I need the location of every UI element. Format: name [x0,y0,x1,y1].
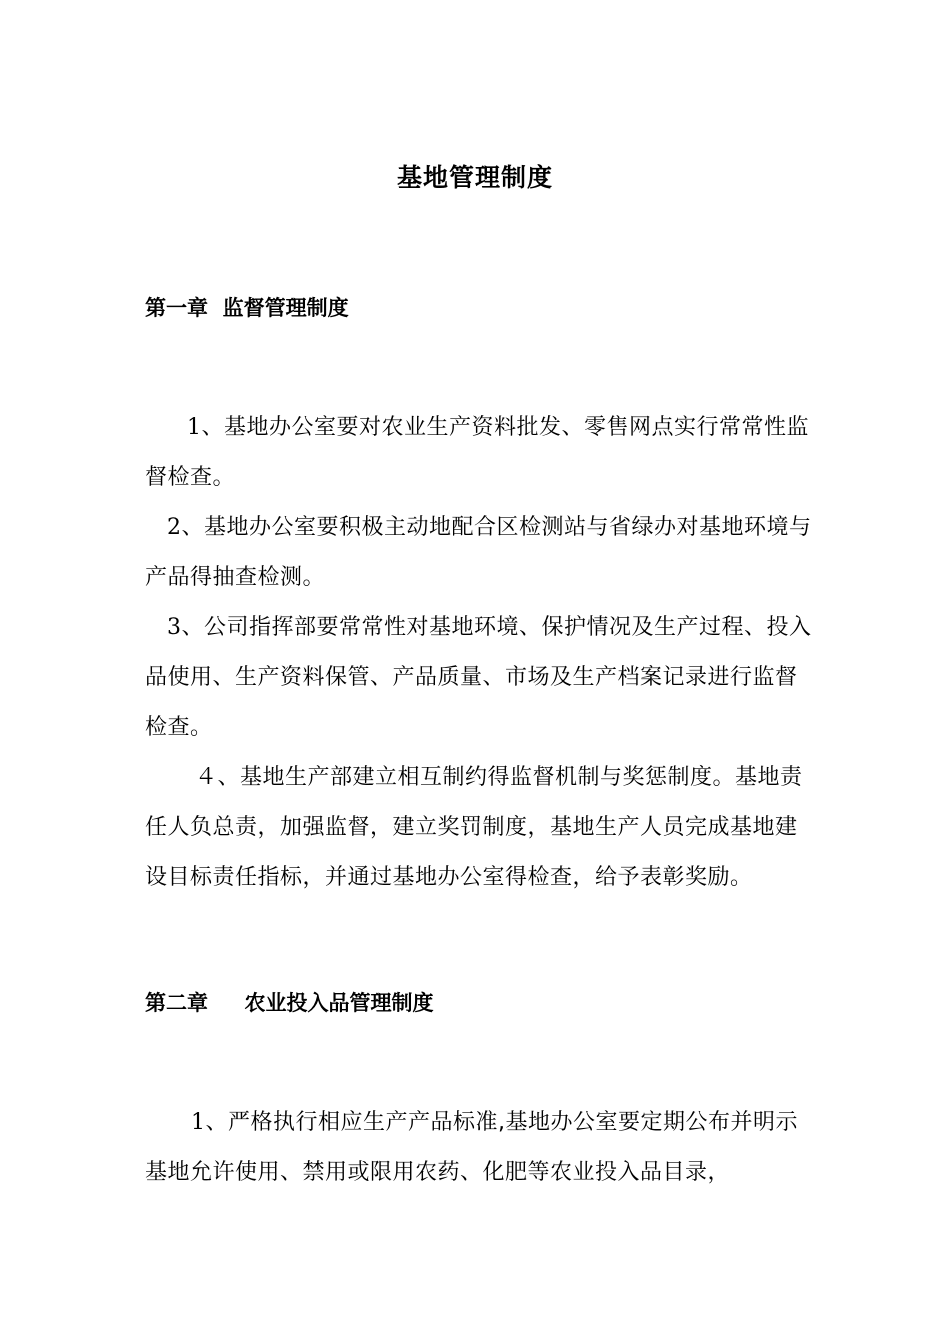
item-text: 、基地生产部建立相互制约得监督机制与奖惩制度。基地责任人负总责，加强监督，建立奖罚制度，基地生产人员完成基地建设目标责任指标，并通过基地办公室得检查，给予表彰奖励。 [145,765,803,890]
chapter-1-item-4 [145,753,815,903]
item-number: 2 [167,515,182,540]
item-text: 、公司指挥部要常常性对基地环境、保护情况及生产过程、投入品使用、生产资料保管、产品质量、市场及生产档案记录进行监督检查。 [145,615,812,740]
item-text: 、基地办公室要对农业生产资料批发、零售网点实行常常性监督检查。 [145,415,810,490]
chapter-1-item-3 [145,603,815,753]
item-text: 、严格执行相应生产产品标准,基地办公室要定期公布并明示基地允许使用、禁用或限用农药、化肥等农业投入品目录， [145,1110,798,1185]
document-title: 基地管理制度 [396,163,553,192]
chapter-1-item-2 [145,503,815,603]
item-number: 3 [167,615,182,640]
chapter-2-item-1 [145,1098,815,1198]
chapter-1-item-1 [145,403,815,503]
item-text: 、基地办公室要积极主动地配合区检测站与省绿办对基地环境与产品得抽查检测。 [145,515,812,590]
item-number: 1 [191,1110,206,1135]
item-number: 1 [187,415,202,440]
item-number: ４ [195,765,218,790]
chapter-2-heading: 第二章 农业投入品管理制度 [145,991,434,1015]
chapter-1-heading: 第一章 监督管理制度 [145,296,349,320]
